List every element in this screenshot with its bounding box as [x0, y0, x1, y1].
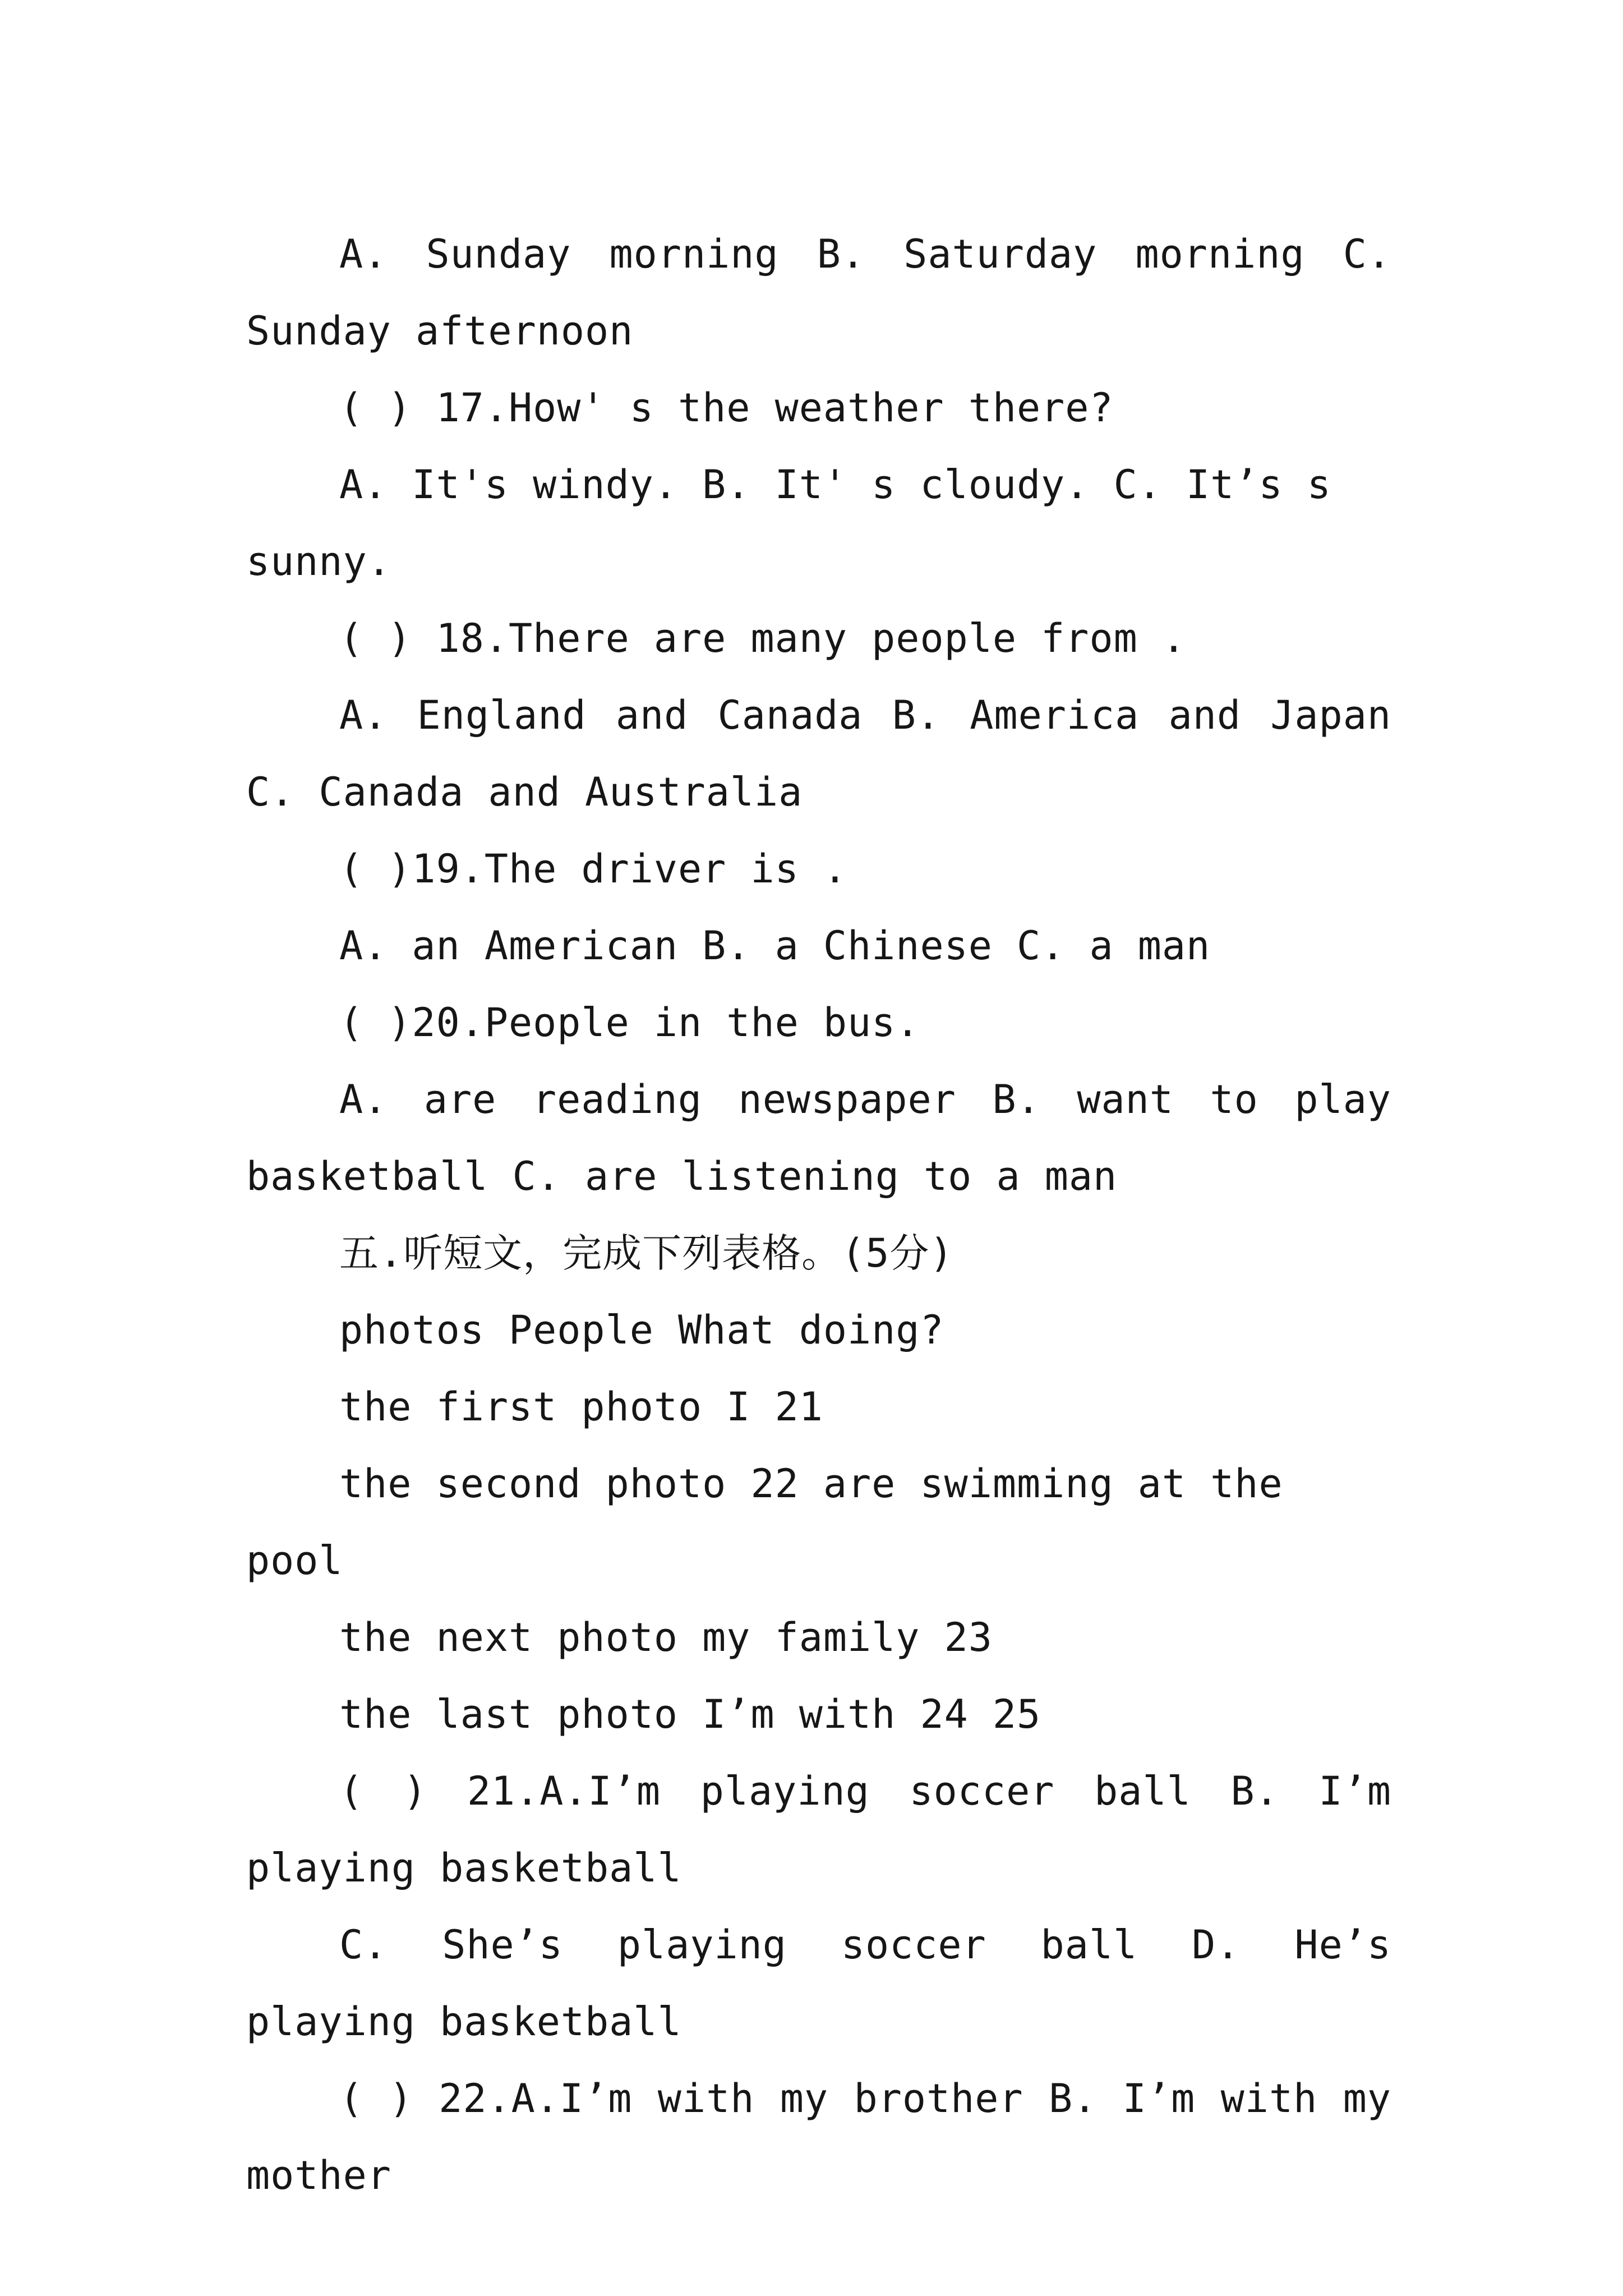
q22-question-options: ( ) 22.A.I’m with my brother B. I’m with my mother [246, 2076, 1391, 2198]
table-row-first-photo: the first photo I 21 [339, 1384, 823, 1430]
q16-options: A. Sunday morning B. Saturday morning C. Sunday afternoon [246, 231, 1391, 354]
q21-options-cd: C. She’s playing soccer ball D. He’s playing basketball [246, 1922, 1391, 2045]
q17-question: ( ) 17.How' s the weather there? [339, 385, 1114, 431]
table-row-last-photo: the last photo I’m with 24 25 [339, 1691, 1041, 1737]
q21-question-options-ab: ( ) 21.A.I’m playing soccer ball B. I’m playing basketball [246, 1768, 1391, 1891]
q18-question: ( ) 18.There are many people from . [339, 615, 1187, 661]
table-row-next-photo: the next photo my family 23 [339, 1614, 993, 1660]
q19-question: ( )19.The driver is . [339, 846, 848, 892]
section-five-heading: 五.听短文，完成下列表格。(5分) [339, 1230, 954, 1276]
q18-options: A. England and Canada B. America and Japan C. Canada and Australia [246, 692, 1391, 815]
table-row-second-photo: the second photo 22 are swimming at the pool [246, 1461, 1283, 1584]
document-body [246, 216, 1391, 2214]
q19-options: A. an American B. a Chinese C. a man [339, 923, 1211, 969]
q20-question: ( )20.People in the bus. [339, 1000, 920, 1046]
table-header-row: photos People What doing? [339, 1307, 944, 1353]
q20-options: A. are reading newspaper B. want to play basketball C. are listening to a man [246, 1076, 1391, 1199]
q17-options: A. It's windy. B. It' s cloudy. C. It’s s sunny. [246, 462, 1331, 585]
